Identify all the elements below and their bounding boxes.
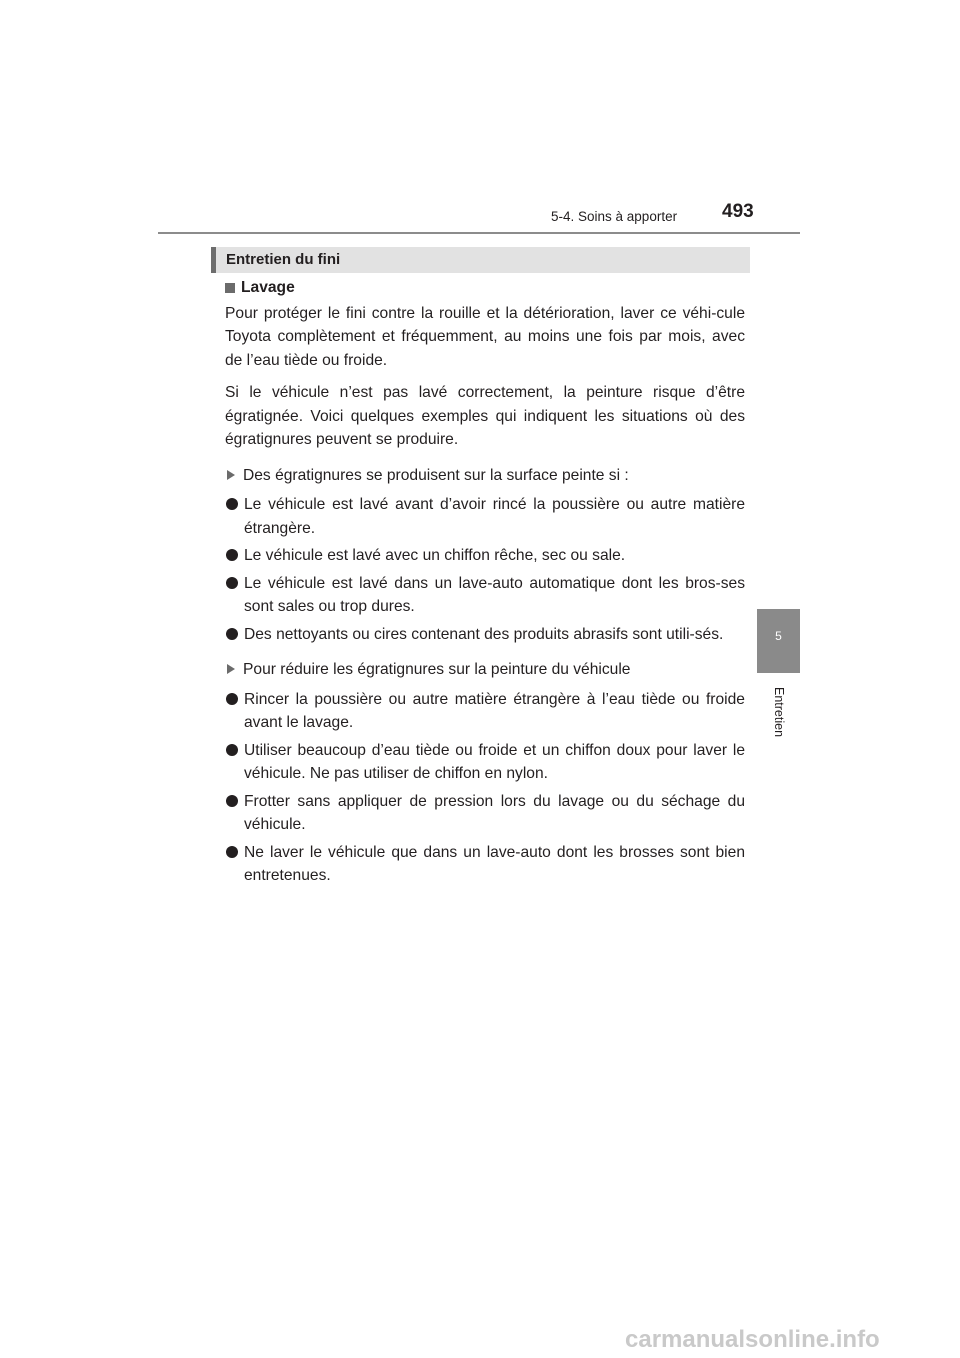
circle-bullet-icon xyxy=(226,846,238,858)
subheading xyxy=(225,276,745,300)
page-number: 493 xyxy=(722,201,754,222)
list-intro-text: Pour réduire les égratignures sur la peinture du véhicule xyxy=(243,661,631,678)
watermark: carmanualsonline.info xyxy=(625,1326,880,1353)
circle-bullet-icon xyxy=(226,693,238,705)
list-item-text: Ne laver le véhicule que dans un lave-auto dont les brosses sont bien entretenues. xyxy=(244,843,745,884)
list-intro-text: Des égratignures se produisent sur la surface peinte si : xyxy=(243,466,629,484)
list-item-text: Le véhicule est lavé dans un lave-auto automatique dont les bros-ses sont sales ou trop dures. xyxy=(244,574,745,615)
circle-bullet-icon xyxy=(226,795,238,807)
circle-bullet-icon xyxy=(226,628,238,640)
list-item xyxy=(225,544,745,568)
triangle-bullet-icon xyxy=(227,470,235,480)
list-item-text: Des nettoyants ou cires contenant des produits abrasifs sont utili-sés. xyxy=(244,625,724,643)
circle-bullet-icon xyxy=(226,744,238,756)
list-item-text: Utiliser beaucoup d’eau tiède ou froide et un chiffon doux pour laver le véhicule. Ne pas utiliser de chiffon en nylon. xyxy=(244,741,745,782)
list-intro xyxy=(225,658,745,682)
section-heading-bar xyxy=(211,247,750,273)
list-item xyxy=(225,739,745,786)
list-item xyxy=(225,841,745,888)
subheading-text: Lavage xyxy=(241,279,295,296)
header-rule xyxy=(158,232,800,234)
list-item xyxy=(225,572,745,619)
chapter-tab-label: Entretien xyxy=(772,686,786,738)
section-title: Entretien du fini xyxy=(226,251,341,268)
square-bullet-icon xyxy=(225,283,235,293)
paragraph: Pour protéger le fini contre la rouille et la détérioration, laver ce véhi-cule Toyota complètement et fréquemment, au moins une fois par mois, avec de l’eau tiède ou froide. xyxy=(225,304,745,369)
triangle-bullet-icon xyxy=(227,664,235,674)
chapter-tab-number: 5 xyxy=(775,629,782,643)
section-bar-accent xyxy=(211,247,216,273)
circle-bullet-icon xyxy=(226,577,238,589)
header-section-title: 5-4. Soins à apporter xyxy=(551,209,678,224)
list-item-text: Rincer la poussière ou autre matière étrangère à l’eau tiède ou froide avant le lavage. xyxy=(244,690,745,731)
list-item xyxy=(225,790,745,837)
paragraph: Si le véhicule n’est pas lavé correctement, la peinture risque d’être égratignée. Voici quelques exemples qui indiquent les situations où des égratignures peuvent se produire. xyxy=(225,384,745,448)
list-item-text: Le véhicule est lavé avec un chiffon rêche, sec ou sale. xyxy=(244,547,626,564)
circle-bullet-icon xyxy=(226,498,238,510)
list-intro xyxy=(225,464,745,488)
list-item xyxy=(225,623,745,647)
list-item-text: Le véhicule est lavé avant d’avoir rincé la poussière ou autre matière étrangère. xyxy=(244,496,745,537)
circle-bullet-icon xyxy=(226,549,238,561)
list-item-text: Frotter sans appliquer de pression lors du lavage ou du séchage du véhicule. xyxy=(244,792,745,833)
main-content xyxy=(225,276,745,892)
chapter-tab xyxy=(757,609,800,673)
list-item xyxy=(225,688,745,735)
list-item xyxy=(225,493,745,540)
